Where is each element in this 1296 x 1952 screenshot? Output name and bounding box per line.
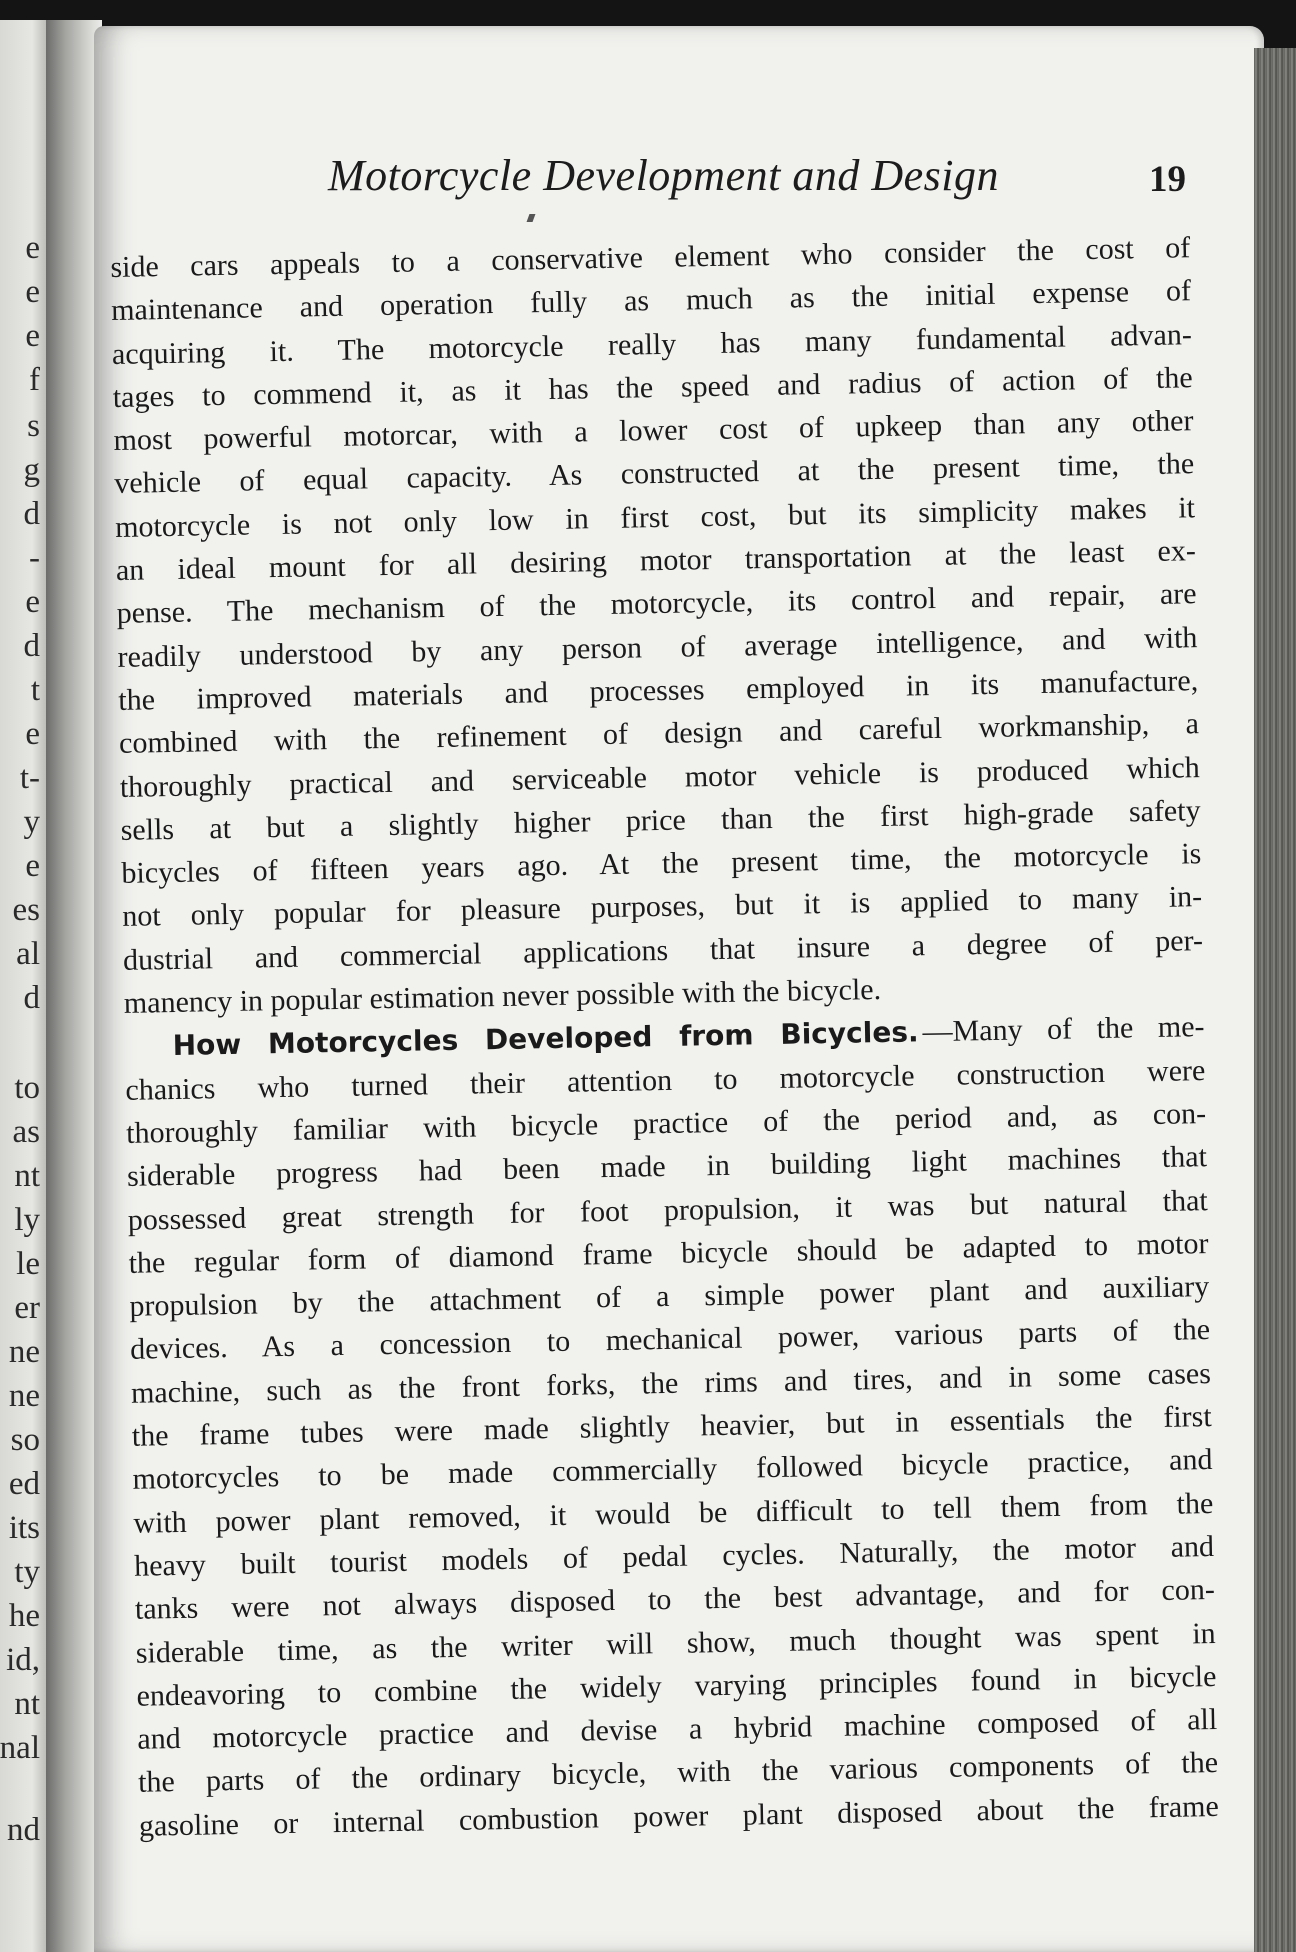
prev-fragment: f — [29, 362, 40, 398]
text-line: motorcycle is not only low in first cost, but its simplicity makes it — [114, 490, 1196, 544]
prev-fragment: s — [27, 408, 40, 444]
prev-fragment: al — [16, 936, 40, 972]
text-line: motorcycles to be made commercially followed bicycle practice, and — [132, 1443, 1213, 1497]
prev-fragment: to — [14, 1070, 40, 1106]
text-line: acquiring it. The motorcycle really has many fundamental advan- — [111, 317, 1193, 371]
prev-fragment: e — [25, 716, 40, 752]
prev-fragment: t — [30, 672, 40, 708]
prev-fragment: id, — [6, 1642, 40, 1678]
paragraph-1 — [110, 226, 1204, 1025]
prev-fragment: d — [23, 628, 40, 664]
text-line: and motorcycle practice and devise a hybrid machine composed of all — [137, 1703, 1218, 1756]
text-line: siderable progress had been made in building light machines that — [126, 1140, 1208, 1194]
text-line: the frame tubes were made slightly heavier, but in essentials the first — [131, 1400, 1212, 1453]
text-line: sells at but a slightly higher price than the first high-grade safety — [120, 793, 1201, 847]
text-line: maintenance and operation fully as much as the initial expense of — [110, 274, 1192, 328]
text-line: bicycles of fifteen years ago. At the present time, the motorcycle is — [121, 837, 1202, 891]
prev-fragment: so — [10, 1422, 40, 1458]
text-line: siderable time, as the writer will show, much thought was spent in — [135, 1616, 1216, 1670]
prev-fragment: nal — [0, 1730, 40, 1766]
prev-fragment: t- — [19, 760, 40, 796]
section-heading: How Motorcycles Developed from Bicycles. — [172, 1015, 919, 1063]
prev-fragment: ty — [14, 1554, 40, 1590]
prev-fragment: - — [29, 540, 40, 576]
prev-fragment: ly — [14, 1202, 40, 1238]
prev-fragment: ne — [8, 1334, 40, 1370]
prev-fragment: y — [23, 804, 40, 840]
text-line: an ideal mount for all desiring motor transportation at the least ex- — [115, 534, 1197, 588]
text-line: readily understood by any person of average intelligence, and with — [117, 620, 1198, 674]
text-line: tages to commend it, as it has the speed and radius of action of the — [112, 361, 1193, 414]
prev-fragment: as — [12, 1114, 40, 1150]
prev-fragment: le — [16, 1246, 40, 1282]
heading-line-rest: —Many of the me- — [922, 1010, 1205, 1049]
prev-fragment: ne — [8, 1378, 40, 1414]
prev-fragment: ed — [8, 1466, 40, 1502]
text-line: manency in popular estimation never possible with the bicycle. — [123, 973, 882, 1020]
text-line: endeavoring to combine the widely varying principles found in bicycle — [136, 1659, 1217, 1713]
prev-fragment: e — [25, 318, 40, 354]
text-line: with power plant removed, it would be difficult to tell them from the — [133, 1486, 1214, 1540]
text-line: gasoline or internal combustion power plant disposed about the frame — [138, 1789, 1220, 1843]
text-line: tanks were not always disposed to the best advantage, and for con- — [134, 1573, 1216, 1626]
text-line: the improved materials and processes employed in its manufacture, — [118, 664, 1199, 717]
text-line: possessed great strength for foot propulsion, it was but natural that — [127, 1183, 1208, 1237]
running-head: Motorcycle Development and Design — [328, 151, 999, 200]
page-number: 19 — [1149, 159, 1186, 200]
prev-fragment: d — [23, 496, 40, 532]
text-line: most powerful motorcar, with a lower cost of upkeep than any other — [113, 404, 1194, 458]
prev-fragment: e — [25, 584, 40, 620]
prev-fragment: he — [8, 1598, 40, 1634]
prev-fragment: e — [25, 230, 40, 266]
paragraph-2 — [124, 1005, 1219, 1847]
prev-fragment: e — [25, 274, 40, 310]
text-line: chanics who turned their attention to motorcycle construction were — [125, 1053, 1206, 1107]
body-text — [110, 226, 1219, 1848]
text-line: thoroughly familiar with bicycle practice of the period and, as con- — [125, 1097, 1207, 1150]
prev-fragment: its — [8, 1510, 40, 1546]
prev-fragment: d — [23, 980, 40, 1016]
text-line: side cars appeals to a conservative element who consider the cost of — [110, 231, 1191, 284]
page-edges — [1254, 48, 1296, 1952]
text-line: pense. The mechanism of the motorcycle, its control and repair, are — [116, 577, 1197, 631]
text-line: heavy built tourist models of pedal cycles. Naturally, the motor and — [133, 1529, 1215, 1583]
prev-fragment: nt — [14, 1158, 40, 1194]
prev-fragment: nt — [14, 1686, 40, 1722]
text-line: thoroughly practical and serviceable motor vehicle is produced which — [119, 750, 1201, 804]
text-line: vehicle of equal capacity. As constructed at the present time, the — [114, 447, 1195, 501]
text-line: devices. As a concession to mechanical power, various parts of the — [129, 1313, 1211, 1367]
text-line: the parts of the ordinary bicycle, with the various components of the — [137, 1746, 1219, 1800]
prev-fragment: e — [25, 848, 40, 884]
text-line: propulsion by the attachment of a simple power plant and auxiliary — [129, 1270, 1210, 1323]
prev-fragment: g — [23, 452, 40, 488]
prev-fragment: es — [12, 892, 40, 928]
text-line: combined with the refinement of design and careful workmanship, a — [118, 707, 1200, 761]
prev-fragment: nd — [7, 1812, 40, 1848]
previous-page-edge — [0, 20, 46, 1952]
text-line: dustrial and commercial applications that insure a degree of per- — [122, 923, 1204, 977]
text-line: the regular form of diamond frame bicycle should be adapted to motor — [128, 1226, 1209, 1280]
text-line: machine, such as the front forks, the rims and tires, and in some cases — [130, 1356, 1212, 1410]
prev-fragment: er — [14, 1290, 40, 1326]
text-line: not only popular for pleasure purposes, but it is applied to many in- — [121, 880, 1203, 934]
